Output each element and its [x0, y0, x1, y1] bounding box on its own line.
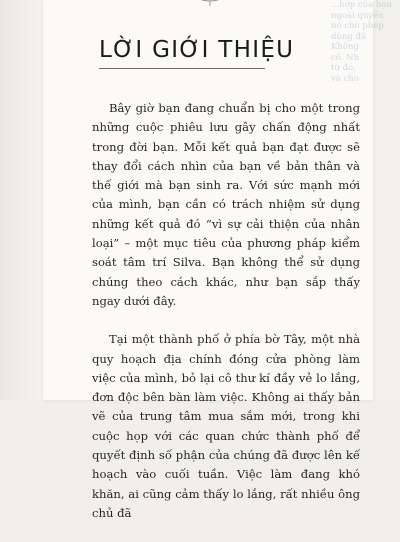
- bleed-through-line: từ đó,: [331, 63, 356, 73]
- text-line: kiểm soát tâm trí Silva. Bạn không thể sử dụng chúng: [92, 236, 360, 289]
- text-line: bạn đạt được sẽ thay đổi cách nhìn của bạn về bản thân: [92, 139, 360, 173]
- text-line: cải thiện của nhân loại” – một mục tiêu của phương pháp: [92, 216, 360, 251]
- text-line: bạn cần có trách nhiệm sử dụng những kết quả đó “vì sự: [92, 197, 360, 231]
- text-line: khó khăn, ai cũng cảm thấy lo lắng, rất nhiều ông chủ đã: [92, 467, 360, 520]
- chapter-title: LỜI GIỚI THIỆU: [99, 37, 295, 63]
- text-line: bản vẽ của trung tâm mua sắm mới, trong khi cuộc họp: [92, 390, 360, 443]
- bleed-through-text: [329, 0, 392, 95]
- bleed-through-line: có. Nh: [331, 52, 360, 63]
- bleed-through-line: ...hợp của bạn: [331, 0, 392, 10]
- paragraph: [92, 99, 360, 311]
- title-underline: [99, 68, 265, 69]
- text-line: theo cách khác, như bạn sắp thấy ngay dưới đây.: [92, 274, 361, 308]
- bleed-through-line: ngoài quyền: [331, 10, 384, 21]
- paragraph: [92, 330, 360, 523]
- bleed-through-line: nó cho phép: [331, 21, 384, 31]
- text-line: địa chính đóng cửa phòng làm việc của mình, bỏ lại cô thư: [92, 351, 360, 385]
- text-line: Tại một thành phố ở phía bờ Tây, một nhà quy hoạch: [92, 332, 360, 366]
- text-line: Bây giờ bạn đang chuẩn bị cho một trong những cuộc: [92, 101, 360, 135]
- text-line: chúng đã được lên kế hoạch vào cuối tuần. Việc làm đang: [92, 448, 361, 482]
- bleed-through-line: dùng đã: [331, 31, 367, 42]
- chapter-ornament-icon: [178, 0, 242, 8]
- bleed-through-line: Không: [331, 42, 359, 52]
- body-text: [92, 99, 360, 542]
- text-line: kí đầy vẻ lo lắng, đơn độc bên bàn làm việc. Không ai thấy: [92, 370, 360, 405]
- text-line: với các quan chức thành phố để quyết định số phận của: [92, 428, 360, 463]
- text-line: và thế giới mà bạn sinh ra. Với sức mạnh mới của mình,: [92, 158, 360, 212]
- bleed-through-line: và cho: [331, 73, 359, 84]
- text-line: phiêu lưu gây chấn động nhất trong đời bạn. Mỗi kết quả: [92, 120, 360, 154]
- book-page: [43, 0, 392, 520]
